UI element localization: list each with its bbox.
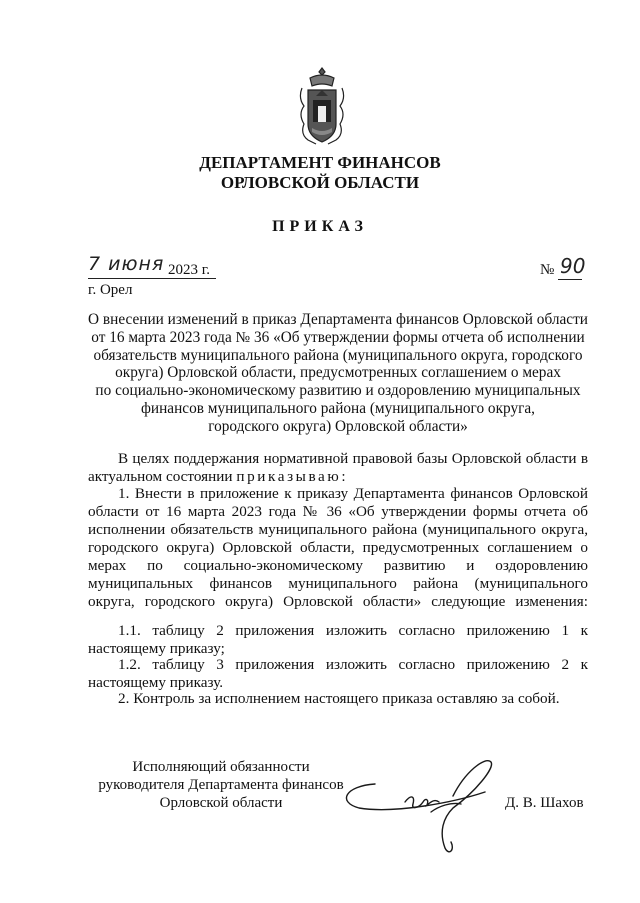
signer-position-line: Орловской области bbox=[159, 795, 283, 811]
subject-line: округа) Орловской области, предусмотренных соглашением о мерах bbox=[115, 364, 561, 382]
subject-line: по социально-экономическому развитию и оздоровлению муниципальных bbox=[95, 382, 581, 400]
order-subject bbox=[88, 311, 588, 436]
coat-of-arms-icon bbox=[296, 66, 348, 148]
department-name-line1: ДЕПАРТАМЕНТ ФИНАНСОВ bbox=[199, 153, 441, 172]
city: г. Орел bbox=[88, 282, 133, 298]
intro-text: В целях поддержания нормативной правовой базы Орловской области в актуальном состоянии bbox=[88, 450, 588, 485]
item-2-paragraph: 2. Контроль за исполнением настоящего приказа оставляю за собой. bbox=[118, 690, 560, 707]
intro-paragraph bbox=[88, 450, 588, 486]
item-1-paragraph: 1. Внести в приложение к приказу Департамента финансов Орловской области от 16 марта 2023 года № 36 «Об утверждении формы отчета об исполнении обязательств муниципального района (муниципального округа, городского округа) Орловской области, предусмотренных соглашением о мерах по социально-экономическому развитию и оздоровлению муниципальных финансов муниципального района (муниципального округа, городского округа) Орловской области» следующие изменения: bbox=[88, 485, 588, 610]
subject-line: финансов муниципального района (муниципального округа, bbox=[141, 399, 535, 417]
handwritten-number: 90 bbox=[560, 254, 586, 278]
signer-name: Д. В. Шахов bbox=[505, 795, 584, 811]
signer-position bbox=[86, 758, 356, 812]
subject-line: городского округа) Орловской области» bbox=[208, 417, 468, 435]
department-name-line2: ОРЛОВСКОЙ ОБЛАСТИ bbox=[220, 173, 420, 192]
document-type-title: ПРИКАЗ bbox=[272, 218, 368, 235]
item-1-2-paragraph: 1.2. таблицу 3 приложения изложить согласно приложению 2 к настоящему приказу. bbox=[88, 656, 588, 691]
handwritten-signature bbox=[335, 752, 505, 860]
item-1-1-paragraph: 1.1. таблицу 2 приложения изложить согласно приложению 1 к настоящему приказу; bbox=[88, 622, 588, 657]
subject-line: О внесении изменений в приказ Департамента финансов Орловской области bbox=[88, 311, 588, 328]
signer-position-line: Исполняющий обязанности bbox=[132, 759, 310, 775]
subject-line: от 16 марта 2023 года № 36 «Об утверждении формы отчета об исполнении bbox=[91, 328, 585, 346]
subject-line: обязательств муниципального района (муниципального округа, городского bbox=[93, 346, 583, 364]
intro-spaced-word: приказываю: bbox=[236, 468, 349, 485]
number-sign: № bbox=[540, 262, 555, 278]
handwritten-date: 7 июня bbox=[88, 253, 165, 275]
signer-position-line: руководителя Департамента финансов bbox=[98, 777, 344, 793]
date-year: 2023 г. bbox=[168, 262, 210, 278]
